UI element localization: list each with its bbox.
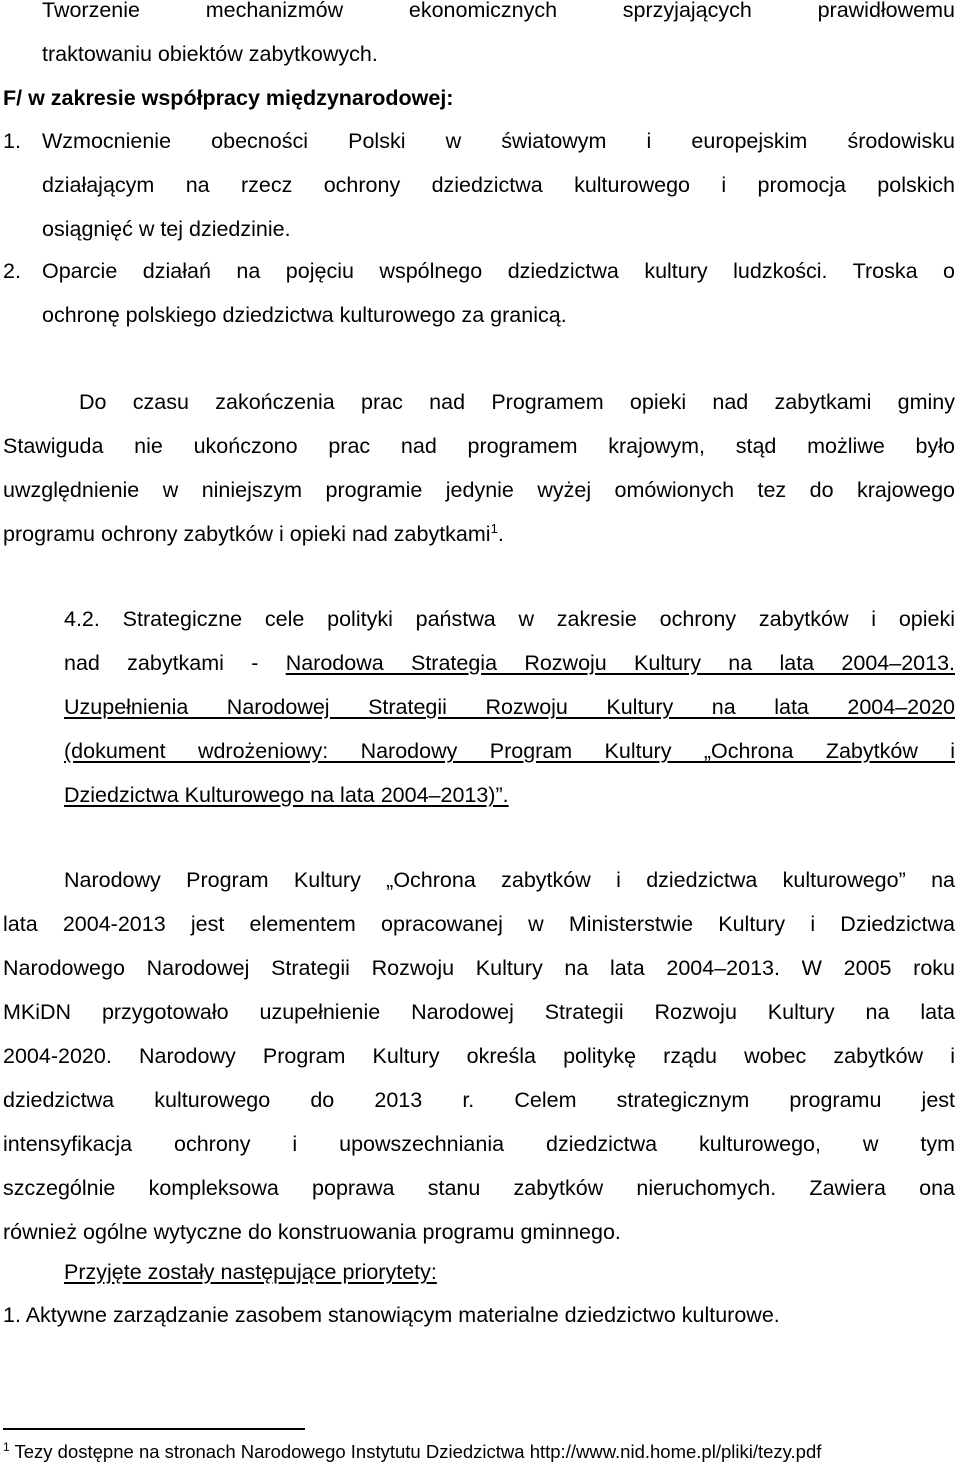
- text-line: programu ochrony zabytków i opieki nad zabytkami$^1$.: [3, 520, 504, 546]
- underlined-title: (dokument wdrożeniowy: Narodowy Program Kultury „Ochrona Zabytków i: [64, 739, 955, 763]
- footnote-separator: [3, 1428, 305, 1430]
- underlined-title: Uzupełnienia Narodowej Strategii Rozwoju Kultury na lata 2004–2020: [64, 695, 955, 719]
- footnote-number: 1: [3, 1439, 10, 1454]
- text-line: 2004-2020. Narodowy Program Kultury określa politykę rządu wobec zabytków i: [3, 1044, 955, 1068]
- text-line: traktowaniu obiektów zabytkowych.: [42, 42, 378, 66]
- text-line: szczególnie kompleksowa poprawa stanu zabytków nieruchomych. Zawiera ona: [3, 1176, 955, 1200]
- text-line: działającym na rzecz ochrony dziedzictwa kulturowego i promocja polskich: [42, 173, 955, 197]
- text-line: intensyfikacja ochrony i upowszechniania dziedzictwa kulturowego, w tym: [3, 1132, 955, 1156]
- text-line: również ogólne wytyczne do konstruowania programu gminnego.: [3, 1220, 621, 1244]
- text-line: Narodowy Program Kultury „Ochrona zabytków i dziedzictwa kulturowego” na: [64, 868, 955, 892]
- list-item: [3, 119, 955, 251]
- underlined-title: Dziedzictwa Kulturowego na lata 2004–2013)”.: [64, 783, 509, 807]
- footnote: [3, 1440, 821, 1464]
- text-line: osiągnięć w tej dziedzinie.: [42, 217, 291, 241]
- paragraph-npk: [3, 858, 955, 1254]
- text-line: lata 2004-2013 jest elementem opracowanej w Ministerstwie Kultury i Dziedzictwa: [3, 912, 955, 936]
- list-number: 2.: [3, 259, 21, 283]
- text-line: MKiDN przygotowało uzupełnienie Narodowej Strategii Rozwoju Kultury na lata: [3, 1000, 955, 1024]
- list-item: [3, 249, 955, 337]
- underlined-title: Narodowa Strategia Rozwoju Kultury na lata 2004–2013.: [285, 651, 955, 675]
- text-line: Wzmocnienie obecności Polski w światowym i europejskim środowisku: [42, 129, 955, 153]
- text-line: Oparcie działań na pojęciu wspólnego dziedzictwa kultury ludzkości. Troska o: [42, 259, 955, 283]
- text-line: 4.2. Strategiczne cele polityki państwa w zakresie ochrony zabytków i opieki: [64, 607, 955, 631]
- list-number: 1.: [3, 129, 21, 153]
- item-e-continuation: [42, 0, 955, 76]
- text-line: Tworzenie mechanizmów ekonomicznych sprzyjających prawidłowemu: [42, 0, 955, 22]
- section-f-heading: F/ w zakresie współpracy międzynarodowej:: [3, 86, 454, 110]
- text-line: Narodowego Narodowej Strategii Rozwoju Kultury na lata 2004–2013. W 2005 roku: [3, 956, 955, 980]
- text-line: Do czasu zakończenia prac nad Programem opieki nad zabytkami gminy: [79, 390, 955, 414]
- section-4-2-heading: [64, 597, 955, 817]
- text-line: nad zabytkami - Narodowa Strategia Rozwoju Kultury na lata 2004–2013.: [64, 651, 955, 675]
- paragraph-do-czasu: [3, 380, 955, 556]
- footnote-reference: 1: [490, 520, 498, 536]
- text-line: Stawiguda nie ukończono prac nad programem krajowym, stąd możliwe było: [3, 434, 955, 458]
- priority-item: 1. Aktywne zarządzanie zasobem stanowiącym materialne dziedzictwo kulturowe.: [3, 1303, 780, 1327]
- footnote-text: Tezy dostępne na stronach Narodowego Instytutu Dziedzictwa http://www.nid.home.pl/pliki/tezy.pdf: [14, 1441, 822, 1462]
- text-line: ochronę polskiego dziedzictwa kulturowego za granicą.: [42, 303, 567, 327]
- text-line: dziedzictwa kulturowego do 2013 r. Celem strategicznym programu jest: [3, 1088, 955, 1112]
- priorities-heading: Przyjęte zostały następujące priorytety:: [64, 1260, 437, 1284]
- text-line: uwzględnienie w niniejszym programie jedynie wyżej omówionych tez do krajowego: [3, 478, 955, 502]
